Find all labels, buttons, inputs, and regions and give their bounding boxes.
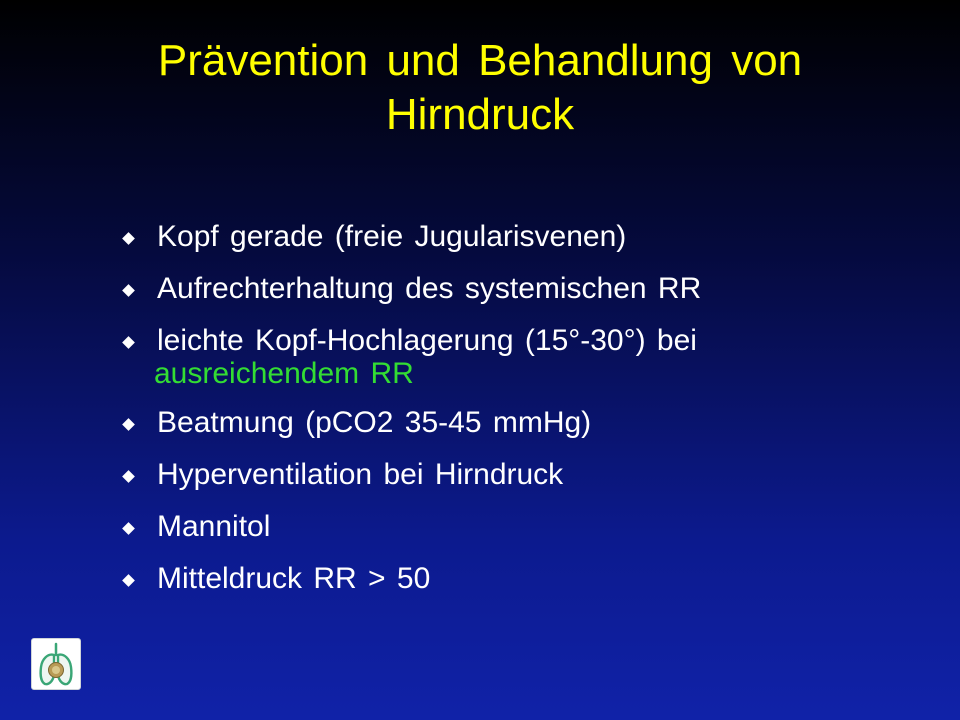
diamond-bullet-icon bbox=[122, 470, 135, 483]
bullet-text: leichte Kopf-Hochlagerung (15°-30°) bei bbox=[157, 324, 697, 357]
diamond-bullet-icon bbox=[122, 284, 135, 297]
bullet-item bbox=[120, 559, 880, 599]
bullet-item bbox=[120, 403, 880, 443]
diamond-bullet-icon bbox=[122, 522, 135, 535]
bullet-item bbox=[120, 455, 880, 495]
lungs-logo-icon bbox=[31, 638, 81, 690]
bullet-text: Kopf gerade (freie Jugularisvenen) bbox=[157, 220, 627, 253]
slide-title bbox=[60, 34, 900, 142]
diamond-bullet-icon bbox=[122, 574, 135, 587]
bullet-item bbox=[120, 507, 880, 547]
diamond-bullet-icon bbox=[122, 418, 135, 431]
bullet-text: Beatmung (pCO2 35-45 mmHg) bbox=[157, 406, 592, 439]
bullet-item bbox=[120, 321, 880, 391]
bullet-item bbox=[120, 217, 880, 257]
bullet-text: Hyperventilation bei Hirndruck bbox=[157, 458, 564, 491]
bullet-item bbox=[120, 269, 880, 309]
slide-title-line-1: Prävention und Behandlung von bbox=[157, 36, 803, 85]
bullet-text: Aufrechterhaltung des systemischen RR bbox=[157, 272, 702, 305]
bullet-text: Mitteldruck RR > 50 bbox=[157, 562, 431, 595]
diamond-bullet-icon bbox=[122, 336, 135, 349]
bullet-text-highlight: ausreichendem RR bbox=[154, 357, 414, 390]
slide-title-line-2: Hirndruck bbox=[385, 90, 575, 139]
bullet-list bbox=[120, 217, 880, 611]
bullet-text: Mannitol bbox=[157, 510, 271, 543]
diamond-bullet-icon bbox=[122, 232, 135, 245]
